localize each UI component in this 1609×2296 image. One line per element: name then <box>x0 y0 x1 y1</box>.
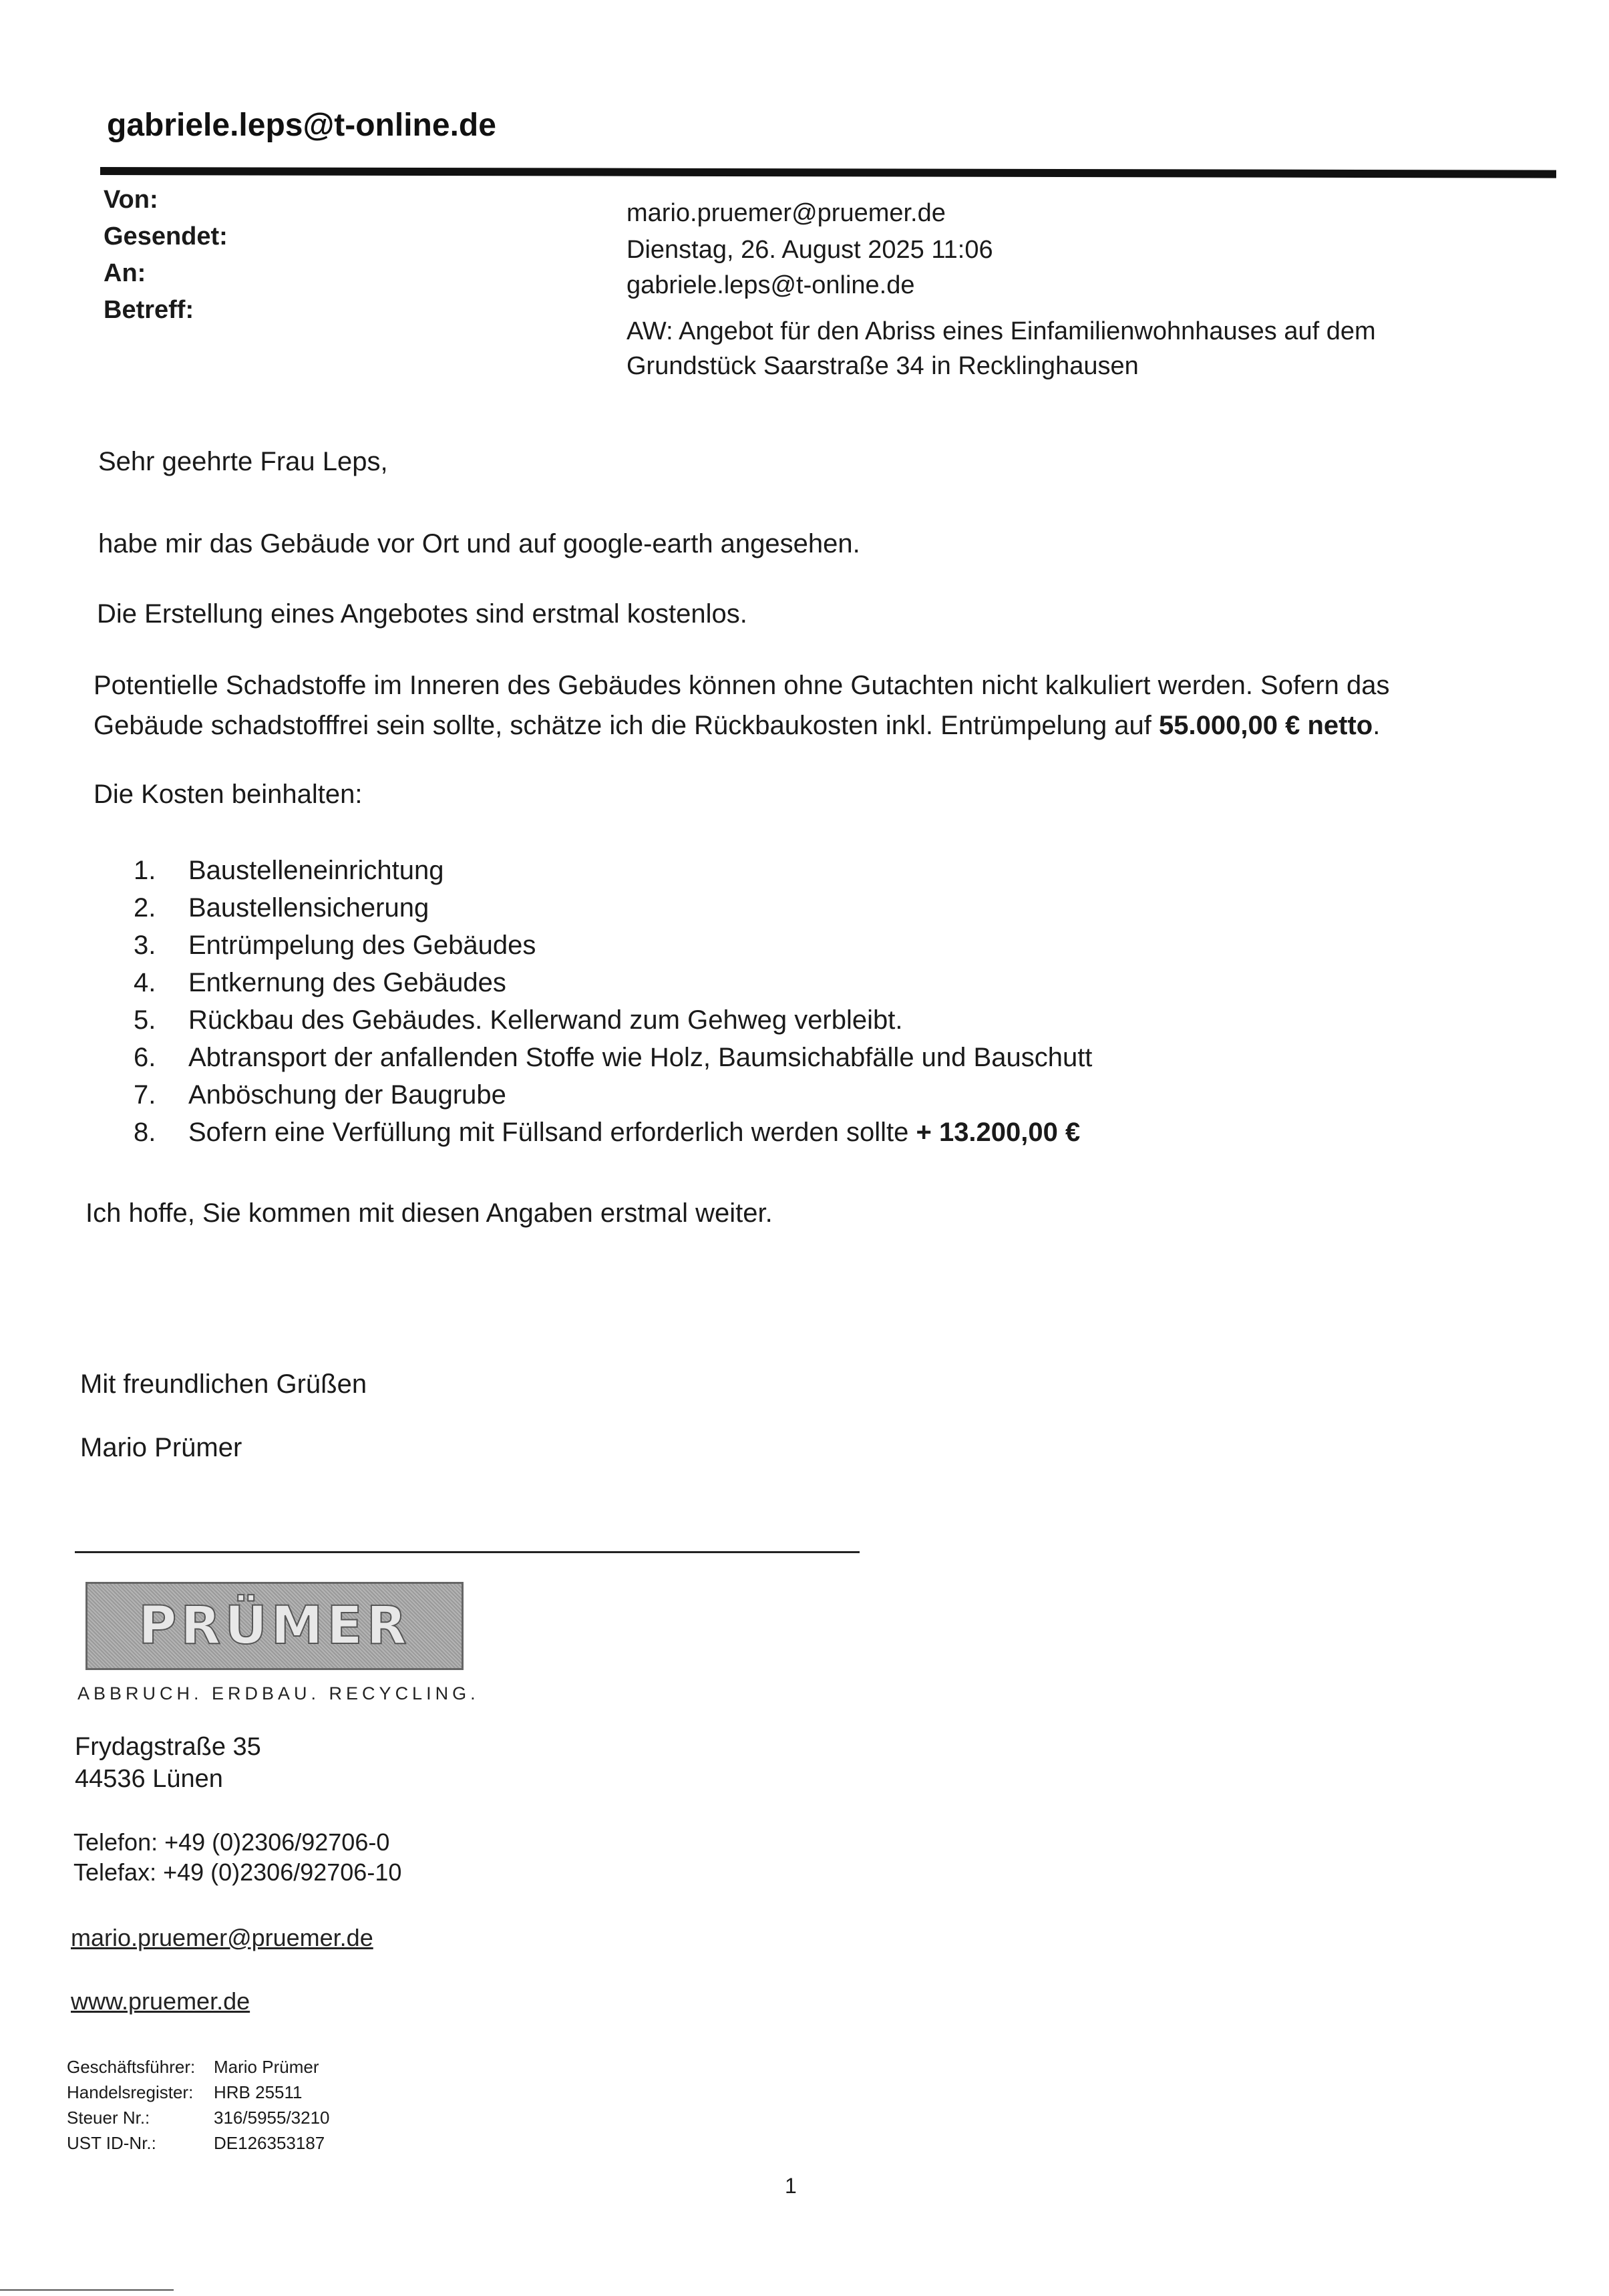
estimated-cost: 55.000,00 € netto <box>1159 711 1373 740</box>
list-item: 4. Entkernung des Gebäudes <box>134 968 506 997</box>
footer-rule <box>0 2289 174 2291</box>
list-item: 5. Rückbau des Gebäudes. Kellerwand zum Gehweg verbleibt. <box>134 1005 903 1035</box>
mailbox-address: gabriele.leps@t-online.de <box>107 108 496 143</box>
list-item: 6. Abtransport der anfallenden Stoffe wie Holz, Baumsichabfälle und Bauschutt <box>134 1043 1093 1072</box>
subject-value-line1: AW: Angebot für den Abriss eines Einfamilienwohnhauses auf dem <box>627 317 1376 345</box>
page-number: 1 <box>785 2174 797 2198</box>
paragraph-2: Die Erstellung eines Angebotes sind erstmal kostenlos. <box>97 599 747 629</box>
cost-items-list <box>134 852 1092 1151</box>
paragraph-3-line2: Gebäude schadstofffrei sein sollte, schätze ich die Rückbaukosten inkl. Entrümpelung auf 55.000,00 € netto. <box>94 711 1381 740</box>
email-link[interactable]: mario.pruemer@pruemer.de <box>71 1924 373 1951</box>
header-rule <box>100 167 1556 178</box>
street-address: Frydagstraße 35 <box>75 1733 261 1761</box>
list-item: 7. Anböschung der Baugrube <box>134 1080 506 1110</box>
to-label: An: <box>104 259 146 287</box>
list-item: 8. Sofern eine Verfüllung mit Füllsand erforderlich werden sollte + 13.200,00 € <box>134 1114 1092 1151</box>
company-logo <box>85 1582 464 1670</box>
company-info-row: Geschäftsführer: Mario Prümer <box>67 2057 319 2077</box>
company-tagline: ABBRUCH. ERDBAU. RECYCLING. <box>77 1683 480 1703</box>
paragraph-3-line1: Potentielle Schadstoffe im Inneren des Gebäudes können ohne Gutachten nicht kalkuliert werden. Sofern das <box>94 671 1390 700</box>
sent-value: Dienstag, 26. August 2025 11:06 <box>627 236 993 264</box>
company-info <box>67 2055 330 2156</box>
company-info-row: Steuer Nr.: 316/5955/3210 <box>67 2107 330 2128</box>
logo-text: PRÜMER <box>138 1596 411 1656</box>
from-value: mario.pruemer@pruemer.de <box>627 199 946 227</box>
city-address: 44536 Lünen <box>75 1765 223 1793</box>
website-link[interactable]: www.pruemer.de <box>71 1987 250 2015</box>
from-label: Von: <box>104 186 158 214</box>
closing-sentence: Ich hoffe, Sie kommen mit diesen Angaben erstmal weiter. <box>85 1198 773 1228</box>
to-value: gabriele.leps@t-online.de <box>627 271 915 299</box>
subject-value-line2: Grundstück Saarstraße 34 in Recklinghausen <box>627 352 1139 380</box>
signature-divider <box>75 1551 860 1553</box>
paragraph-1: habe mir das Gebäude vor Ort und auf google-earth angesehen. <box>98 529 860 558</box>
greeting: Sehr geehrte Frau Leps, <box>98 447 388 476</box>
list-item: 2. Baustellensicherung <box>134 893 429 923</box>
fax-number: Telefax: +49 (0)2306/92706-10 <box>73 1858 402 1886</box>
list-item: 1. Baustelleneinrichtung <box>134 856 444 885</box>
list-item: 3. Entrümpelung des Gebäudes <box>134 931 536 960</box>
phone-number: Telefon: +49 (0)2306/92706-0 <box>73 1828 390 1856</box>
costs-intro: Die Kosten beinhalten: <box>94 780 363 809</box>
subject-label: Betreff: <box>104 296 194 324</box>
sender-name: Mario Prümer <box>80 1433 242 1462</box>
company-info-row: UST ID-Nr.: DE126353187 <box>67 2132 325 2153</box>
company-info-row: Handelsregister: HRB 25511 <box>67 2082 303 2102</box>
regards: Mit freundlichen Grüßen <box>80 1369 367 1399</box>
sent-label: Gesendet: <box>104 222 228 251</box>
fill-sand-cost: + 13.200,00 € <box>916 1118 1081 1147</box>
